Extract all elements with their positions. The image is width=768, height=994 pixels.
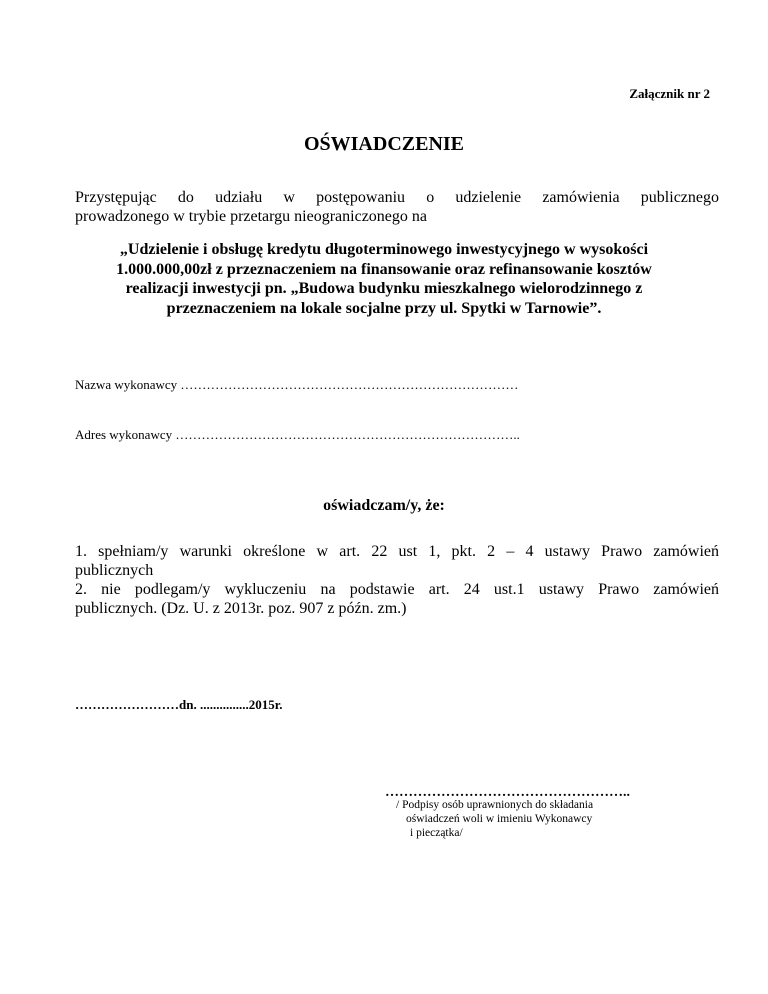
subject-line-2: 1.000.000,00zł z przeznaczeniem na finansowanie oraz refinansowanie kosztów	[116, 260, 652, 278]
point-1-line-2: publicznych	[75, 562, 154, 579]
declaration-heading: oświadczam/y, że:	[323, 497, 445, 514]
subject-line-1: „Udzielenie i obsługę kredytu długoterminowego inwestycyjnego w wysokości	[119, 241, 649, 258]
intro-line-2: prowadzonego w trybie przetargu nieograniczonego na	[75, 208, 428, 225]
signature-caption	[396, 798, 593, 840]
date-line: ……………………dn. ...............2015r.	[75, 697, 283, 712]
point-1-line-1: 1. spełniam/y warunki określone w art. 22 ust 1, pkt. 2 – 4 ustawy Prawo zamówień	[75, 543, 719, 560]
signature-caption-line-2: oświadczeń woli w imieniu Wykonawcy	[406, 813, 593, 825]
intro-line-1: Przystępując do udziału w postępowaniu o udzielenie zamówienia publicznego	[75, 189, 719, 206]
point-2-line-2: publicznych. (Dz. U. z 2013r. poz. 907 z późn. zm.)	[75, 600, 407, 617]
signature-caption-line-3: i pieczątka/	[410, 827, 463, 839]
contractor-address-field: Adres wykonawcy ……………………………………………………………………..	[75, 427, 520, 442]
contractor-name-field: Nazwa wykonawcy ……………………………………………………………………	[75, 377, 519, 392]
annex-label: Załącznik nr 2	[629, 86, 710, 101]
subject-line-3: realizacji inwestycji pn. „Budowa budynku mieszkalnego wielorodzinnego z	[125, 280, 643, 297]
document-title: OŚWIADCZENIE	[303, 133, 465, 155]
signature-caption-line-1: / Podpisy osób uprawnionych do składania	[396, 799, 594, 811]
intro-paragraph	[75, 188, 719, 226]
signature-line: ……………………………………………..	[385, 785, 630, 800]
point-2-line-1: 2. nie podlegam/y wykluczeniu na podstawie art. 24 ust.1 ustawy Prawo zamówień	[75, 581, 719, 598]
contract-subject	[60, 240, 708, 318]
subject-line-4: przeznaczeniem na lokale socjalne przy ul. Spytki w Tarnowie”.	[166, 299, 602, 317]
declaration-points	[75, 542, 719, 618]
